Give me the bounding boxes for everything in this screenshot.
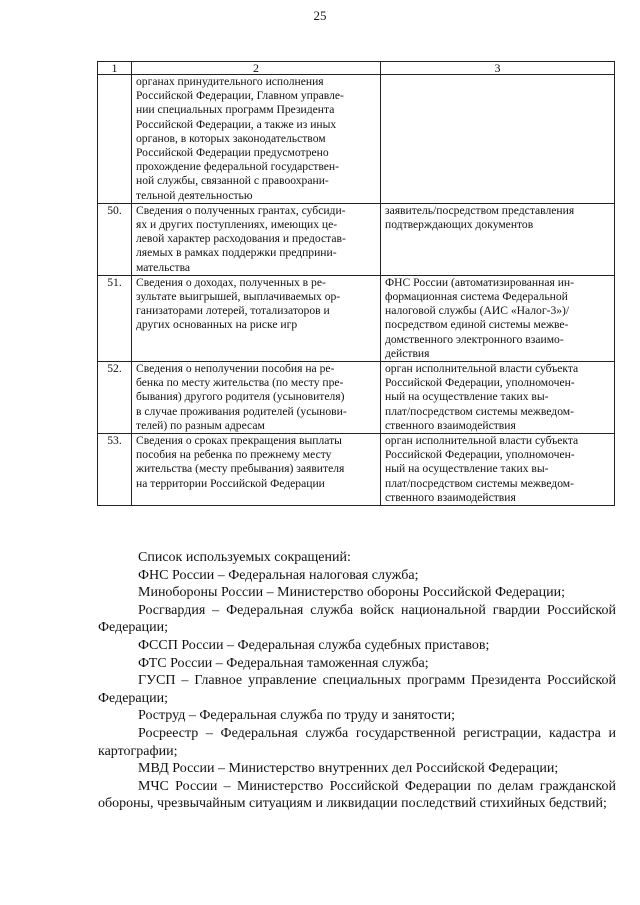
row-number: 50.	[98, 203, 132, 275]
page-number: 25	[313, 8, 327, 23]
abbreviation-item: Минобороны России – Министерство обороны Российской Федерации;	[138, 585, 565, 601]
abbreviation-item: МЧС России – Министерство Российской Федерации по делам гражданской обороны, чрезвычайным ситуациям и ликвидации последствий стихийных бедствий;	[98, 778, 616, 812]
table-row	[98, 275, 615, 361]
data-sources-table	[97, 61, 615, 506]
abbreviations-heading: Список используемых сокращений:	[138, 550, 351, 565]
row-description: Сведения о доходах, полученных в ре- зультате выигрышей, выплачиваемых ор- ганизаторами лотерей, тотализаторов и других основанных на риске игр	[132, 275, 381, 361]
row-source: орган исполнительной власти субъекта Российской Федерации, уполномочен- ный на осуществление таких вы- плат/посредством системы межведом- ственного взаимодействия	[381, 362, 615, 434]
row-number: 52.	[98, 362, 132, 434]
table-row	[98, 362, 615, 434]
abbreviation-item: Росгвардия – Федеральная служба войск национальной гвардии Российской Федерации;	[98, 602, 616, 636]
row-number	[98, 75, 132, 204]
column-header-1: 1	[98, 62, 132, 75]
row-source: заявитель/посредством представления подтверждающих документов	[381, 203, 615, 275]
table-row	[98, 434, 615, 506]
row-description: органах принудительного исполнения Российской Федерации, Главном управле- нии специальных программ Президента Российской Федерации, а также из иных органов, в которых законодательством Российской Федерации предусмотрено прохождение федеральной государствен- ной службы, связанной с правоохрани- тельной деятельностью	[132, 75, 381, 204]
table-header-row	[98, 62, 615, 75]
row-description: Сведения о неполучении пособия на ре- бенка по месту жительства (по месту пре- бывания) другого родителя (усыновителя) в случае проживания родителей (усынови- телей) по разным адресам	[132, 362, 381, 434]
table-row	[98, 203, 615, 275]
abbreviation-item: Роструд – Федеральная служба по труду и занятости;	[138, 708, 455, 724]
abbreviations-list	[98, 549, 616, 813]
row-source	[381, 75, 615, 204]
table-row	[98, 75, 615, 204]
column-header-3: 3	[381, 62, 615, 75]
row-number: 53.	[98, 434, 132, 506]
abbreviation-item: ГУСП – Главное управление специальных программ Президента Российской Федерации;	[98, 673, 616, 706]
column-header-2: 2	[132, 62, 381, 75]
row-description: Сведения о полученных грантах, субсиди- ях и других поступлениях, имеющих це- левой характер расходования и предостав- ляемых в рамках поддержки предприни- мательства	[132, 203, 381, 275]
row-source: орган исполнительной власти субъекта Российской Федерации, уполномочен- ный на осуществление таких вы- плат/посредством системы межведом- ственного взаимодействия	[381, 434, 615, 506]
abbreviation-item: ФНС России – Федеральная налоговая служба;	[138, 567, 419, 583]
abbreviation-item: ФТС России – Федеральная таможенная служба;	[138, 655, 429, 671]
row-source: ФНС России (автоматизированная ин- формационная система Федеральной налоговой службы (АИС «Налог-3»)/ посредством единой системы межве- домственного электронного взаимо- действия	[381, 275, 615, 361]
row-description: Сведения о сроках прекращения выплаты пособия на ребенка по прежнему месту жительства (месту пребывания) заявителя на территории Российской Федерации	[132, 434, 381, 506]
abbreviation-item: МВД России – Министерство внутренних дел Российской Федерации;	[138, 761, 559, 777]
abbreviation-item: ФССП России – Федеральная служба судебных приставов;	[138, 637, 490, 653]
abbreviation-item: Росреестр – Федеральная служба государственной регистрации, кадастра и картографии;	[98, 725, 616, 759]
row-number: 51.	[98, 275, 132, 361]
